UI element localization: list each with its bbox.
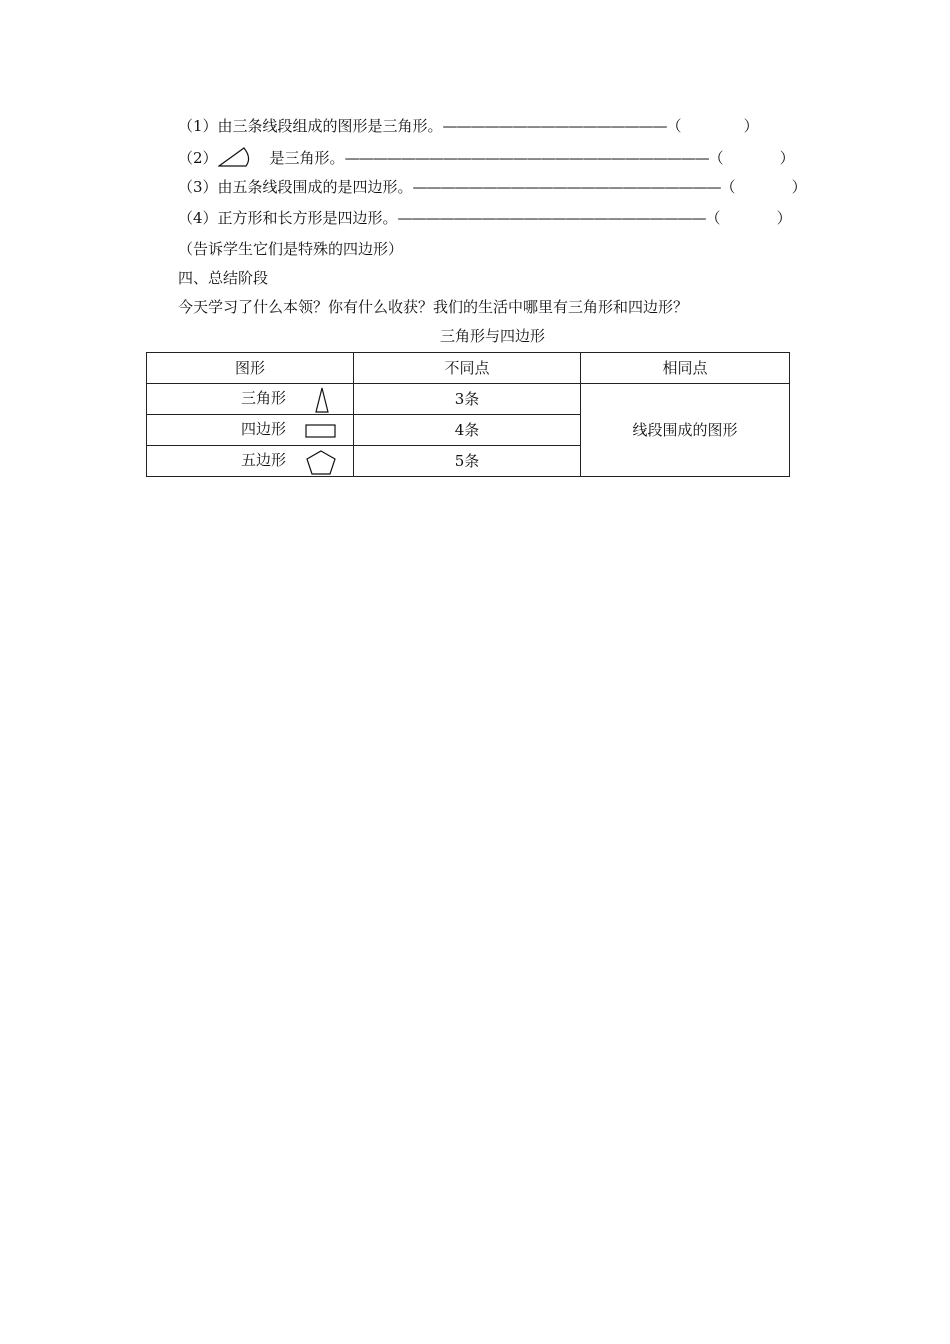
answer-paren-open-2: （ (708, 149, 724, 167)
difference-cell: 4条 (354, 415, 581, 446)
statement-4-text: （4）正方形和长方形是四边形。 (178, 209, 398, 227)
statement-2-text: 是三角形。 (269, 149, 345, 167)
statement-2-dashes: —————————————————————————— (344, 149, 709, 167)
answer-paren-close-3: ） (791, 178, 807, 196)
statement-1 (178, 116, 759, 136)
answer-paren-close-1: ） (743, 117, 759, 135)
section-title: 四、总结阶段 (178, 269, 269, 287)
statement-2-prefix: （2） (178, 149, 218, 167)
statement-3-text: （3）由五条线段围成的是四边形。 (178, 178, 413, 196)
statement-3-dashes: —————————————————————— (412, 178, 721, 196)
answer-paren-open-3: （ (720, 178, 736, 196)
shape-cell-quadrilateral (147, 415, 354, 446)
shape-name: 三角形 (241, 389, 287, 407)
shape-name: 四边形 (241, 420, 287, 438)
answer-paren-open-1: （ (666, 117, 682, 135)
statement-2 (178, 146, 795, 168)
header-shape: 图形 (147, 353, 354, 384)
summary-question: 今天学习了什么本领？你有什么收获？我们的生活中哪里有三角形和四边形？ (178, 298, 689, 316)
table-row (147, 384, 790, 415)
difference-cell: 5条 (354, 446, 581, 477)
statement-4 (178, 208, 792, 228)
triangle-icon (313, 386, 331, 414)
shape-name: 五边形 (241, 451, 287, 469)
table-header-row (147, 353, 790, 384)
statement-1-dashes: ———————————————— (442, 117, 667, 135)
difference-cell: 3条 (354, 384, 581, 415)
right-triangle-icon (218, 146, 254, 168)
header-difference: 不同点 (354, 353, 581, 384)
pentagon-icon (305, 449, 337, 475)
rectangle-icon (305, 424, 337, 440)
answer-paren-close-4: ） (776, 209, 792, 227)
statement-3 (178, 177, 807, 197)
shape-cell-triangle (147, 384, 354, 415)
statement-4-dashes: —————————————————————— (397, 209, 706, 227)
table-caption: 三角形与四边形 (439, 327, 545, 345)
common-cell: 线段围成的图形 (581, 384, 790, 477)
shape-cell-pentagon (147, 446, 354, 477)
statement-1-text: （1）由三条线段组成的图形是三角形。 (178, 117, 443, 135)
answer-paren-close-2: ） (779, 149, 795, 167)
answer-paren-open-4: （ (705, 209, 721, 227)
header-common: 相同点 (581, 353, 790, 384)
comparison-table (146, 352, 790, 477)
teacher-note: （告诉学生它们是特殊的四边形） (178, 240, 404, 258)
